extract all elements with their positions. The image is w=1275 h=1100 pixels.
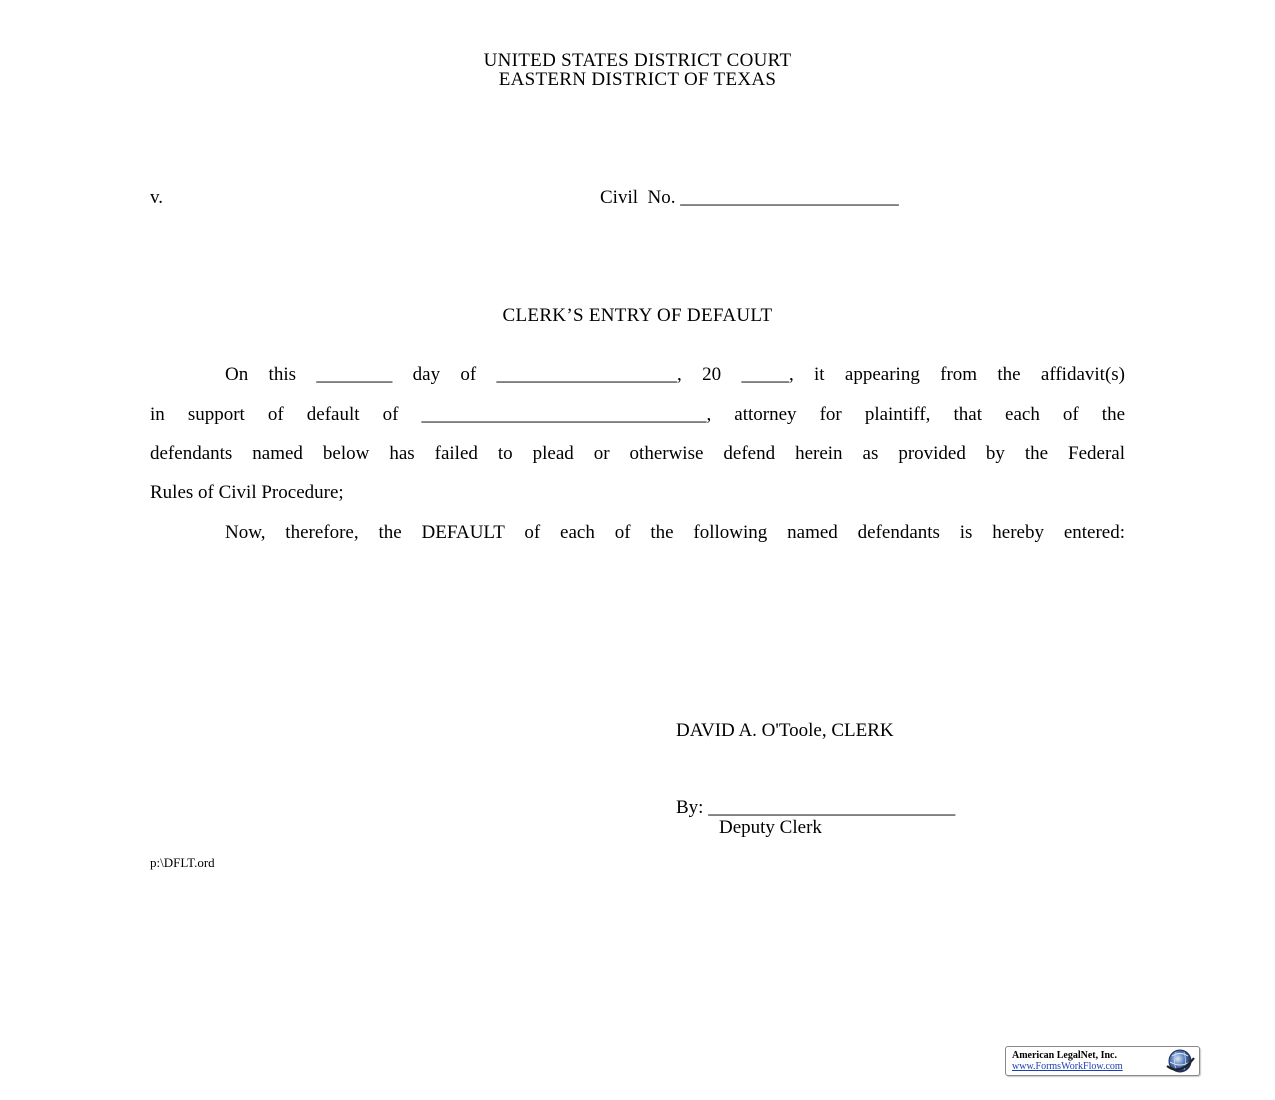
signature-line: By: __________________________ bbox=[676, 797, 956, 818]
american-legalnet-logo[interactable] bbox=[1005, 1046, 1200, 1076]
file-path: p:\DFLT.ord bbox=[150, 855, 215, 870]
civil-number-field: Civil No. _______________________ bbox=[600, 187, 899, 208]
globe-icon bbox=[1162, 1048, 1198, 1074]
body-line-4: Rules of Civil Procedure; bbox=[150, 482, 344, 503]
court-district: EASTERN DISTRICT OF TEXAS bbox=[498, 69, 777, 90]
body-line-2: in support of default of ______________________________, attorney for plaintiff, that each of the bbox=[150, 404, 1125, 425]
body-line-1: On this ________ day of ___________________, 20 _____, it appearing from the affidavit(s) bbox=[225, 364, 1125, 385]
court-name: UNITED STATES DISTRICT COURT bbox=[483, 50, 792, 71]
clerk-name: DAVID A. O'Toole, CLERK bbox=[676, 720, 894, 741]
body-line-3: defendants named below has failed to plead or otherwise defend herein as provided by the Federal bbox=[150, 443, 1125, 464]
body-line-5: Now, therefore, the DEFAULT of each of the following named defendants is hereby entered: bbox=[225, 522, 1125, 543]
logo-company-name: American LegalNet, Inc. bbox=[1012, 1050, 1117, 1061]
deputy-clerk-label: Deputy Clerk bbox=[719, 817, 822, 838]
logo-website-link[interactable]: www.FormsWorkFlow.com bbox=[1012, 1061, 1123, 1072]
document-title: CLERK’S ENTRY OF DEFAULT bbox=[502, 305, 773, 326]
versus-label: v. bbox=[150, 187, 164, 208]
